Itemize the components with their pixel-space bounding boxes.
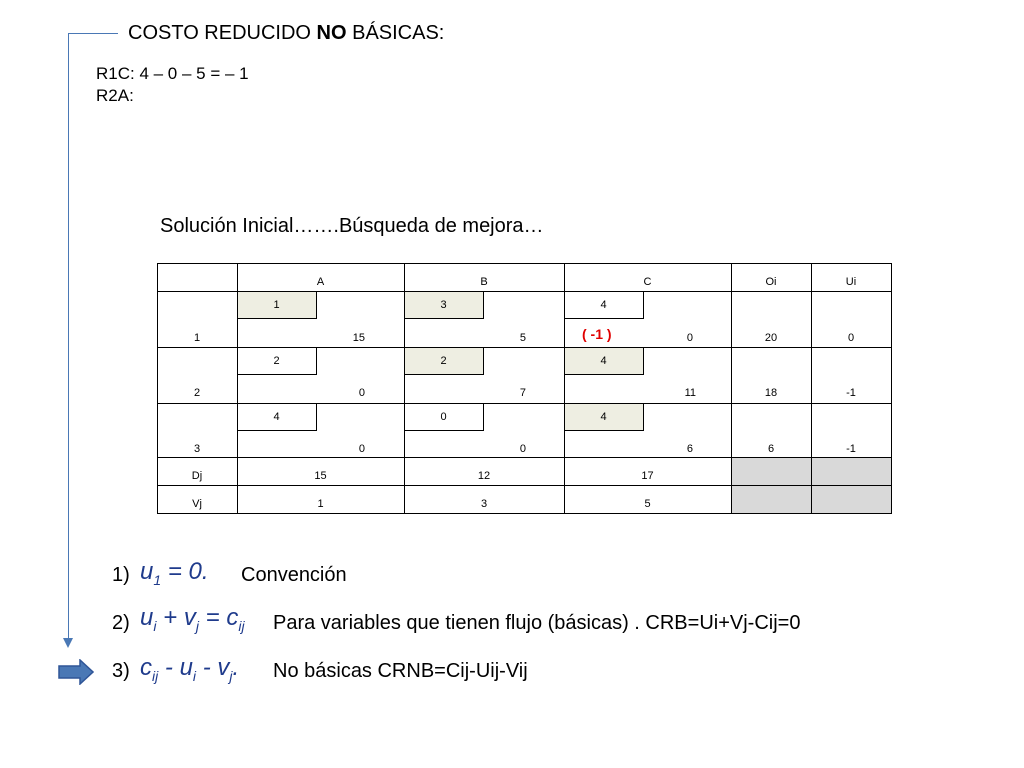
row-label: 3 — [193, 443, 201, 455]
line-r2a: R2A: — [96, 86, 134, 105]
cost-box: 4 — [237, 403, 317, 431]
flow-value: 15 — [352, 332, 365, 344]
gray-cell — [811, 457, 891, 485]
gray-cell — [811, 485, 891, 513]
rule-text: Para variables que tienen flujo (básicas) . CRB=Ui+Vj-Cij=0 — [273, 612, 801, 634]
connector-line-vertical — [68, 33, 69, 640]
vj-value: 3 — [480, 498, 488, 510]
ui-value: -1 — [846, 443, 856, 455]
oi-value: 18 — [764, 387, 778, 399]
dj-value: 17 — [641, 470, 654, 482]
dj-label: Dj — [191, 470, 203, 482]
reduced-cost-note: ( -1 ) — [582, 326, 612, 342]
ui-value: -1 — [846, 387, 856, 399]
transport-table — [157, 263, 891, 513]
vj-label: Vj — [192, 498, 202, 510]
cost-box: 4 — [564, 403, 644, 431]
flow-value: 6 — [686, 443, 693, 455]
rule-formula-1: $u_1 = 0$. — [140, 558, 209, 588]
flow-value: 5 — [519, 332, 526, 344]
column-header-oi: Oi — [765, 276, 777, 288]
cost-box: 1 — [237, 291, 317, 319]
gray-cell — [731, 485, 811, 513]
cost-box: 4 — [564, 347, 644, 375]
subtitle: Solución Inicial…….Búsqueda de mejora… — [160, 215, 544, 237]
row-label: 2 — [193, 387, 201, 399]
flow-value: 0 — [358, 443, 365, 455]
gray-cell — [731, 457, 811, 485]
vj-value: 1 — [317, 498, 324, 510]
rule-number: 1) — [112, 564, 130, 586]
rule-formula-2: $u_i + v_j = c_{ij}$ — [140, 604, 245, 634]
rule-formula-3: $c_{ij} - u_i - v_j$. — [140, 654, 240, 684]
column-header-b: B — [480, 276, 488, 288]
dj-value: 12 — [477, 470, 491, 482]
page-title: COSTO REDUCIDO NO BÁSICAS: — [128, 22, 445, 44]
cost-box: 4 — [564, 291, 644, 319]
column-header-c: C — [643, 276, 652, 288]
flow-value: 0 — [686, 332, 693, 344]
column-header-a: A — [316, 276, 325, 288]
ui-value: 0 — [847, 332, 855, 344]
cost-box: 2 — [404, 347, 484, 375]
oi-value: 6 — [767, 443, 775, 455]
rule-number: 2) — [112, 612, 130, 634]
connector-line — [68, 33, 118, 34]
flow-value: 0 — [519, 443, 526, 455]
row-label: 1 — [193, 332, 201, 344]
connector-arrowhead-icon — [63, 638, 73, 648]
oi-value: 20 — [764, 332, 778, 344]
flow-value: 0 — [358, 387, 365, 399]
reduced-cost-lines — [96, 63, 249, 107]
right-block-arrow-icon — [58, 659, 94, 685]
dj-value: 15 — [314, 470, 327, 482]
line-r1c: R1C: 4 – 0 – 5 = – 1 — [96, 64, 249, 83]
column-header-ui: Ui — [845, 276, 857, 288]
cost-box: 0 — [404, 403, 484, 431]
cost-box: 3 — [404, 291, 484, 319]
flow-value: 7 — [519, 387, 526, 399]
rule-text: No básicas CRNB=Cij-Uij-Vij — [273, 660, 528, 682]
flow-value: 11 — [684, 387, 696, 399]
cost-box: 2 — [237, 347, 317, 375]
rule-number: 3) — [112, 660, 130, 682]
rule-text: Convención — [241, 564, 347, 586]
vj-value: 5 — [644, 498, 651, 510]
